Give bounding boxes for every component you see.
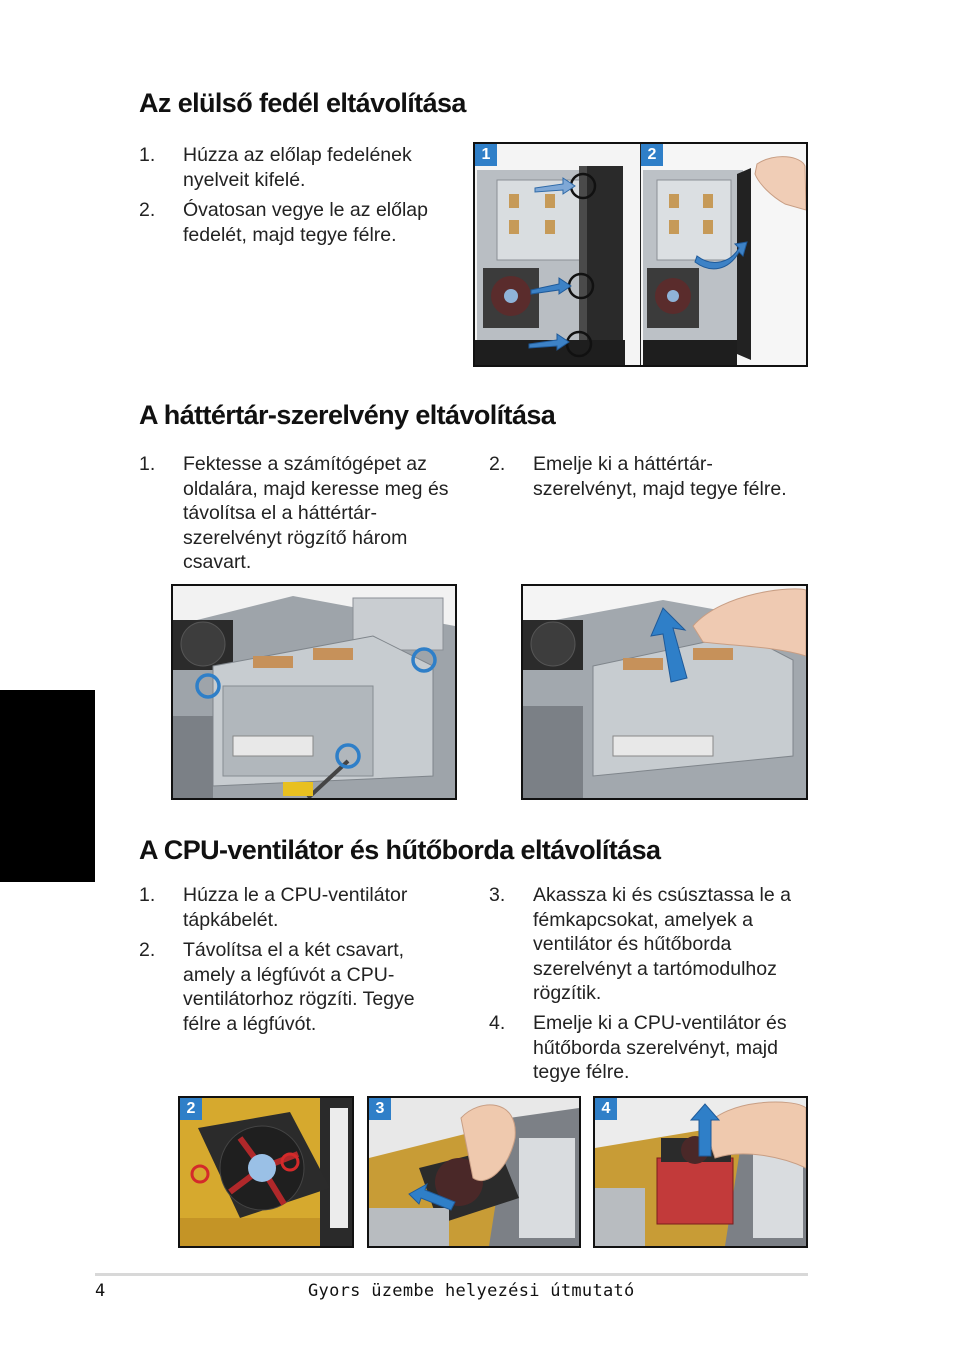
step-line: Akassza ki és csúsztassa le a: [533, 884, 791, 906]
step-line: félre a légfúvót.: [183, 1012, 317, 1035]
figure-badge: 2: [180, 1098, 202, 1120]
step-line: nyelveit kifelé.: [183, 168, 306, 191]
figure-front-cover-removal: [473, 142, 808, 367]
section-title-cpu-fan-removal: A CPU-ventilátor és hűtőborda eltávolítása: [139, 835, 661, 865]
figure-cpu-screws: [178, 1096, 354, 1248]
step-line: Emelje ki a CPU-ventilátor és: [533, 1012, 787, 1034]
step-item: [139, 883, 459, 933]
step-number: 4.: [489, 1012, 506, 1034]
step-item: [139, 198, 459, 248]
front-cover-illustration: [475, 144, 806, 365]
step-text: [533, 1011, 787, 1085]
figure-storage-lift: [521, 584, 808, 800]
step-line: szerelvényt, majd tegye félre.: [533, 477, 787, 500]
step-text: [533, 452, 787, 501]
step-number: 1.: [139, 453, 156, 475]
step-line: szerelvényt rögzítő három: [183, 526, 408, 549]
step-text: [183, 198, 428, 247]
step-line: tápkábelét.: [183, 908, 279, 931]
figure-storage-screws: [171, 584, 457, 800]
step-item: [489, 883, 809, 1007]
step-line: oldalára, majd keresse meg és: [183, 477, 449, 500]
storage-screws-illustration: [173, 586, 455, 798]
section-title-front-cover: Az elülső fedél eltávolítása: [139, 88, 466, 118]
step-line: szerelvényt a tartómodulhoz: [533, 957, 777, 980]
step-line: ventilátor és hűtőborda: [533, 933, 732, 955]
step-line: fedelét, majd tegye félre.: [183, 223, 397, 246]
step-text: [183, 883, 407, 932]
figure-cpu-lift: [593, 1096, 808, 1248]
cpu-lift-illustration: [595, 1098, 806, 1246]
step-line: Húzza le a CPU-ventilátor: [183, 884, 408, 906]
figure-badge: 3: [369, 1098, 391, 1120]
cpu-screws-illustration: [180, 1098, 352, 1246]
step-line: amely a légfúvót a CPU-: [183, 963, 395, 986]
figure-badge: 1: [475, 144, 497, 166]
step-line: Fektesse a számítógépet az: [183, 453, 427, 475]
step-number: 1.: [139, 144, 156, 166]
step-text: [183, 143, 412, 192]
step-text: [183, 452, 449, 575]
step-line: ventilátorhoz rögzíti. Tegye: [183, 988, 415, 1010]
chapter-side-tab: [0, 690, 95, 882]
step-line: rögzítik.: [533, 982, 602, 1004]
step-item: [489, 1011, 809, 1087]
storage-lift-illustration: [523, 586, 806, 798]
step-item: [139, 452, 459, 576]
step-item: [489, 452, 809, 502]
step-number: 2.: [489, 453, 506, 475]
step-line: tegye félre.: [533, 1061, 630, 1083]
step-line: fémkapcsokat, amelyek a: [533, 908, 754, 931]
figure-badge: 4: [595, 1098, 617, 1120]
step-line: hűtőborda szerelvényt, majd: [533, 1036, 778, 1059]
step-line: Húzza az előlap fedelének: [183, 144, 412, 166]
footer-divider: [95, 1273, 808, 1276]
step-line: távolítsa el a háttértár-: [183, 502, 378, 524]
step-line: Emelje ki a háttértár-: [533, 453, 713, 475]
figure-cpu-clips: [367, 1096, 581, 1248]
step-number: 1.: [139, 884, 156, 906]
step-line: Óvatosan vegye le az előlap: [183, 199, 428, 221]
step-text: [533, 883, 791, 1006]
step-number: 2.: [139, 939, 156, 961]
step-number: 3.: [489, 884, 506, 906]
step-number: 2.: [139, 199, 156, 221]
footer-title: Gyors üzembe helyezési útmutató: [308, 1281, 635, 1301]
figure-badge: 2: [641, 144, 663, 166]
step-item: [139, 938, 459, 1038]
step-text: [183, 938, 415, 1036]
section-title-storage-removal: A háttértár-szerelvény eltávolítása: [139, 400, 556, 430]
step-line: csavart.: [183, 551, 252, 573]
step-line: Távolítsa el a két csavart,: [183, 939, 405, 961]
step-item: [139, 143, 459, 193]
page-number: 4: [95, 1281, 106, 1301]
cpu-clips-illustration: [369, 1098, 579, 1246]
